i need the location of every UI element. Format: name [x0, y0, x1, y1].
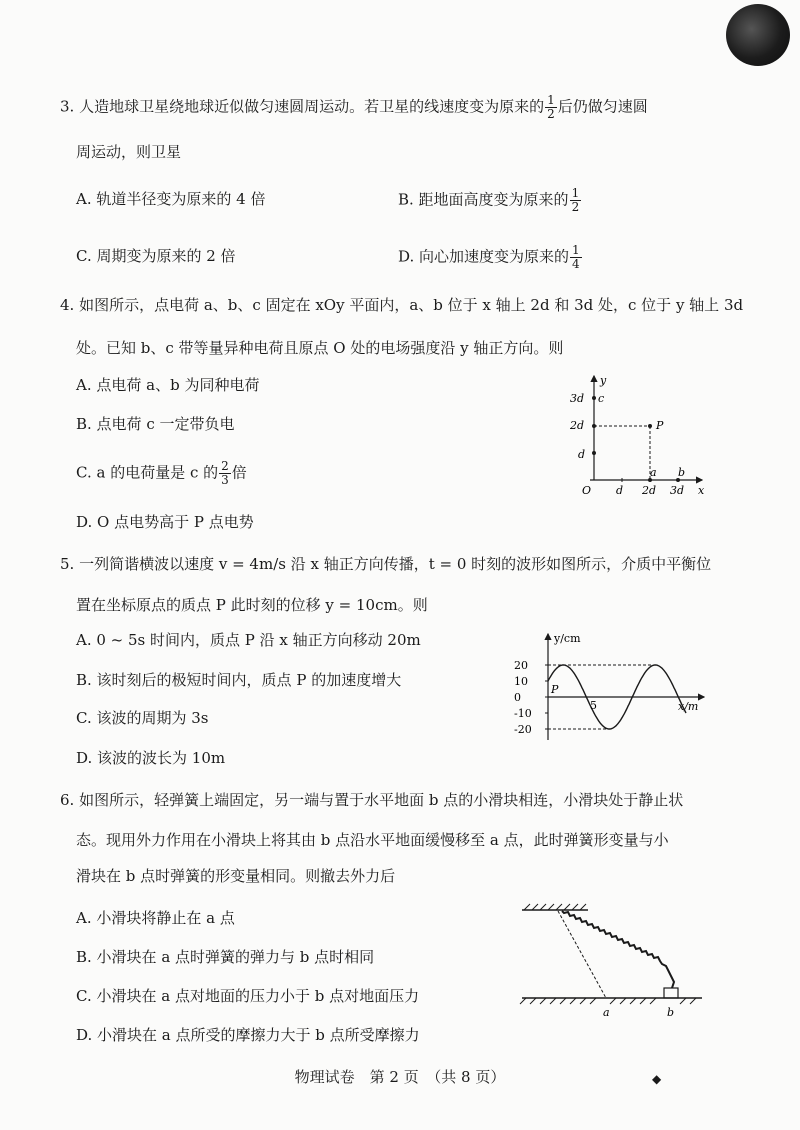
x-tick-d: d [616, 484, 624, 497]
y-tick-3d: 3d [570, 392, 585, 405]
q4-option-a: A. 点电荷 a、b 为同种电荷 [76, 376, 260, 394]
q4-option-b: B. 点电荷 c 一定带负电 [76, 415, 235, 433]
q3-fraction: $\frac{1}{2}$ [547, 93, 555, 121]
q6-spring-diagram [512, 896, 712, 1026]
q5-wave-chart [512, 632, 708, 744]
q6-option-c: C. 小滑块在 a 点对地面的压力小于 b 点对地面压力 [76, 987, 420, 1005]
q4-option-c: C. a 的电荷量是 c 的 $\frac{2}{3}$ 倍 [76, 459, 247, 487]
label-point-b: b [667, 1006, 675, 1019]
q5-option-c: C. 该波的周期为 3s [76, 709, 209, 727]
q3-stem-line1: 3. 人造地球卫星绕地球近似做匀速圆周运动。若卫星的线速度变为原来的 $\frac{1}{2}$ 后仍做匀速圆 [60, 93, 648, 121]
page-footer: 物理试卷 第 2 页 （共 8 页） [294, 1068, 506, 1086]
y-axis-label: y [600, 374, 607, 387]
q5-option-b: B. 该时刻后的极短时间内，质点 P 的加速度增大 [76, 671, 402, 689]
q5-stem-line2: 置在坐标原点的质点 P 此时刻的位移 y = 10cm。则 [76, 596, 428, 614]
q5-option-d: D. 该波的波长为 10m [76, 749, 226, 767]
q4-option-d: D. O 点电势高于 P 点电势 [76, 513, 254, 531]
wave-x-label: x/m [678, 700, 699, 713]
x-axis-label: x [698, 484, 705, 497]
y-tick-2d: 2d [570, 419, 585, 432]
scan-speck: ◆ [652, 1072, 662, 1086]
wave-y-tick: -10 [514, 707, 532, 720]
q6-stem-line1: 6. 如图所示，轻弹簧上端固定，另一端与置于水平地面 b 点的小滑块相连，小滑块处于静止状 [60, 791, 684, 809]
x-tick-3d: 3d [670, 484, 685, 497]
spring-at-a [558, 911, 606, 998]
q6-option-a: A. 小滑块将静止在 a 点 [76, 909, 235, 927]
label-a: a [650, 466, 657, 479]
q3-option-d: D. 向心加速度变为原来的 $\frac{1}{4}$ [398, 243, 580, 271]
wave-y-tick: 20 [514, 659, 528, 672]
wave-point-p-label: P [551, 683, 559, 696]
label-b: b [678, 466, 686, 479]
q4-charge-diagram [570, 372, 710, 502]
wave-y-tick: -20 [514, 723, 532, 736]
x-tick-2d: 2d [642, 484, 657, 497]
spring [562, 911, 674, 988]
q4-stem-line1: 4. 如图所示，点电荷 a、b、c 固定在 xOy 平面内，a、b 位于 x 轴上 2d 和 3d 处，c 位于 y 轴上 3d [60, 296, 744, 314]
wave-x-tick-5: 5 [590, 699, 597, 712]
q3-option-a: A. 轨道半径变为原来的 4 倍 [76, 190, 266, 208]
q3-option-c: C. 周期变为原来的 2 倍 [76, 247, 236, 265]
charge-c [592, 396, 596, 400]
scan-corner-blot [726, 4, 790, 66]
q6-option-d: D. 小滑块在 a 点所受的摩擦力大于 b 点所受摩擦力 [76, 1026, 420, 1044]
slider-block [664, 988, 678, 998]
y-tick-d: d [578, 448, 586, 461]
wave-y-tick: 0 [514, 691, 521, 704]
label-c: c [598, 392, 605, 405]
q4-stem-line2: 处。已知 b、c 带等量异种电荷且原点 O 处的电场强度沿 y 轴正方向。则 [76, 339, 564, 357]
wave-y-label: y/cm [554, 632, 581, 645]
label-p: P [656, 419, 664, 432]
q6-option-b: B. 小滑块在 a 点时弹簧的弹力与 b 点时相同 [76, 948, 375, 966]
origin-label: O [582, 484, 592, 497]
q6-stem-line2: 态。现用外力作用在小滑块上将其由 b 点沿水平地面缓慢移至 a 点，此时弹簧形变量与小 [76, 831, 669, 849]
point-p [648, 424, 652, 428]
q5-option-a: A. 0 ~ 5s 时间内，质点 P 沿 x 轴正方向移动 20m [76, 631, 421, 649]
q5-stem-line1: 5. 一列简谐横波以速度 v = 4m/s 沿 x 轴正方向传播，t = 0 时刻的波形如图所示，介质中平衡位 [60, 555, 712, 573]
label-point-a: a [603, 1006, 610, 1019]
q3-option-b: B. 距地面高度变为原来的 $\frac{1}{2}$ [398, 186, 580, 214]
q3-stem-line2: 周运动，则卫星 [76, 143, 182, 161]
wave-y-tick: 10 [514, 675, 528, 688]
q6-stem-line3: 滑块在 b 点时弹簧的形变量相同。则撤去外力后 [76, 867, 396, 885]
